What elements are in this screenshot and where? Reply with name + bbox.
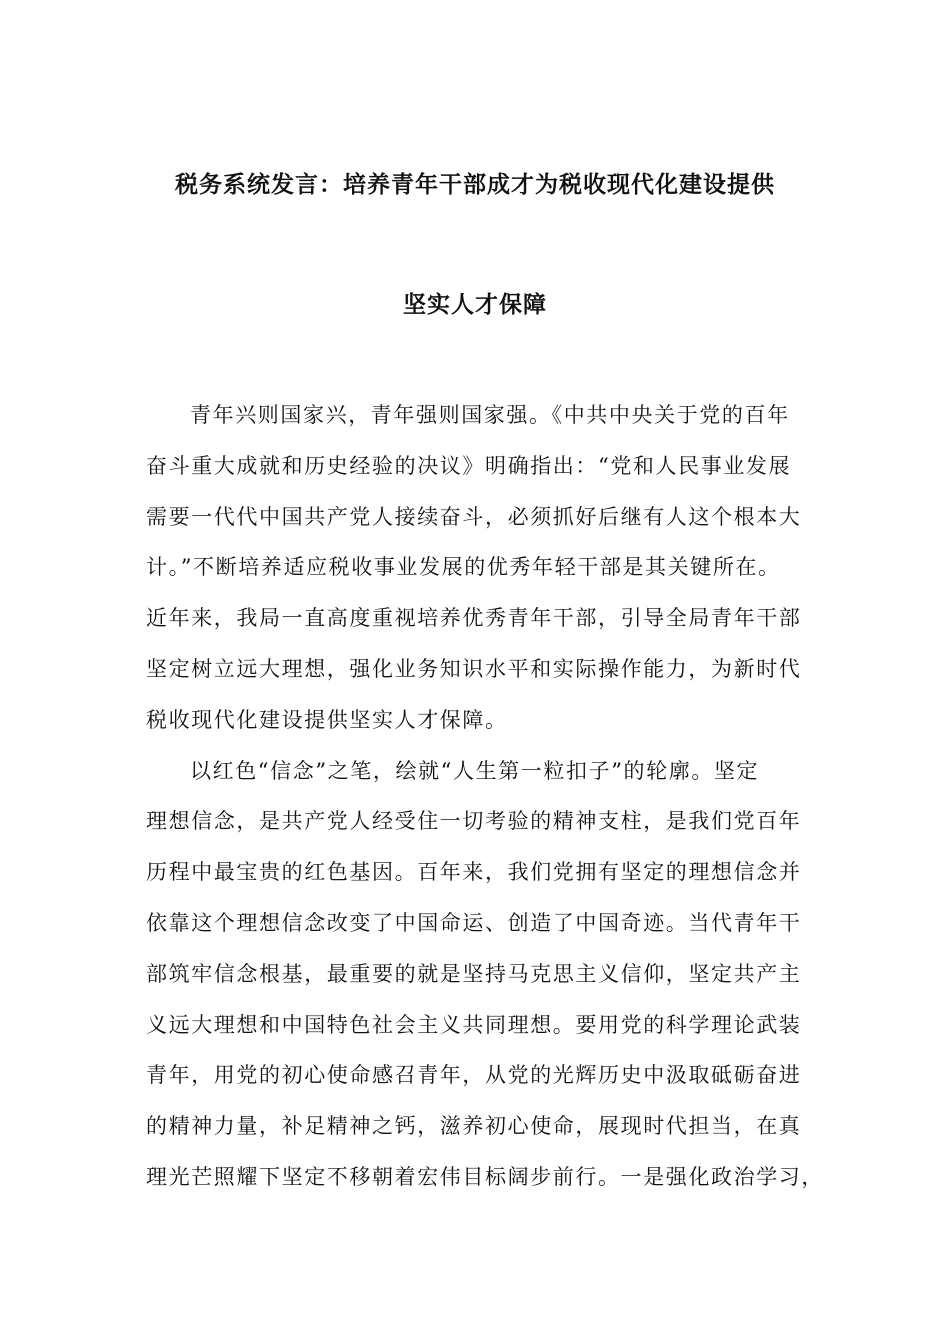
text-line: 需要一代代中国共产党人接续奋斗，必须抓好后继有人这个根本大 — [146, 504, 802, 529]
text-line: 义远大理想和中国特色社会主义共同理想。要用党的科学理论武装 — [146, 1012, 802, 1037]
text-line: 依靠这个理想信念改变了中国命运、创造了中国奇迹。当代青年干 — [146, 910, 802, 935]
text-line: 计。”不断培养适应税收事业发展的优秀年轻干部是其关键所在。 — [146, 555, 781, 580]
text-line: 坚定树立远大理想，强化业务知识水平和实际操作能力，为新时代 — [146, 656, 802, 681]
document-title-line-1: 税务系统发言：培养青年干部成才为税收现代化建设提供 — [175, 172, 775, 198]
text-line: 青年兴则国家兴，青年强则国家强。《中共中央关于党的百年 — [190, 403, 790, 427]
text-line: 以红色“信念”之笔，绘就“人生第一粒扣子”的轮廓。坚定 — [190, 758, 760, 783]
document-title-line-2: 坚实人才保障 — [403, 292, 547, 318]
text-line: 的精神力量，补足精神之钙，滋养初心使命，展现时代担当，在真 — [146, 1114, 802, 1139]
text-line: 历程中最宝贵的红色基因。百年来，我们党拥有坚定的理想信念并 — [146, 860, 802, 885]
text-line: 奋斗重大成就和历史经验的决议》明确指出：“党和人民事业发展 — [146, 453, 792, 478]
paragraph-1 — [146, 400, 810, 756]
text-line: 青年，用党的初心使命感召青年，从党的光辉历史中汲取砥砺奋进 — [146, 1063, 802, 1088]
text-line: 理想信念，是共产党人经受住一切考验的精神支柱，是我们党百年 — [146, 809, 802, 834]
paragraph-2 — [146, 756, 824, 1213]
text-line: 近年来，我局一直高度重视培养优秀青年干部，引导全局青年干部 — [146, 606, 802, 631]
text-line: 税收现代化建设提供坚实人才保障。 — [146, 707, 508, 732]
text-line: 理光芒照耀下坚定不移朝着宏伟目标阔步前行。一是强化政治学习， — [146, 1164, 824, 1189]
text-line: 部筑牢信念根基，最重要的就是坚持马克思主义信仰，坚定共产主 — [146, 961, 802, 986]
document-body — [146, 400, 824, 1213]
